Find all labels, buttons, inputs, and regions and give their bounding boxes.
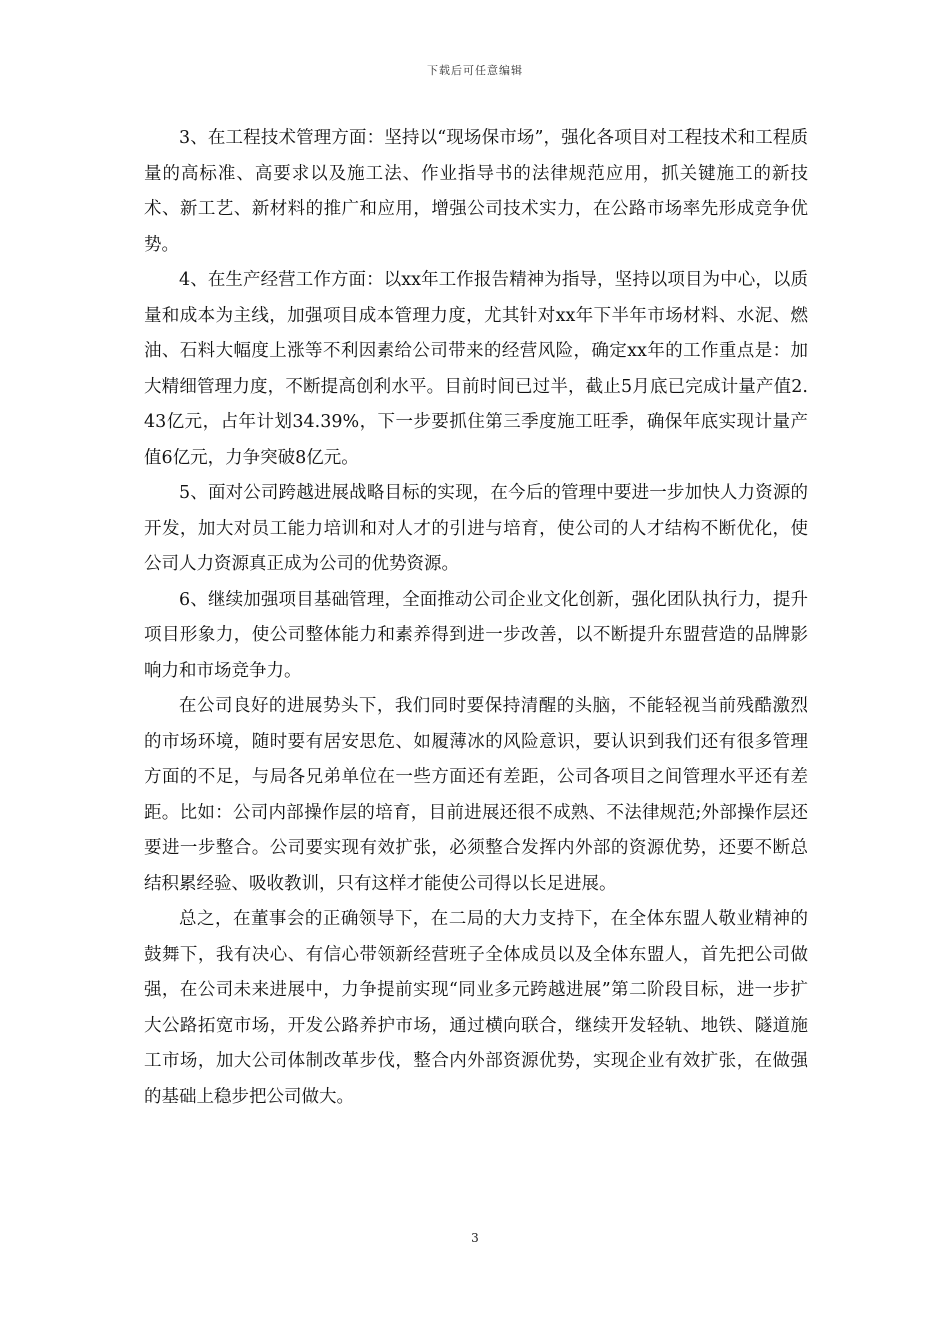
paragraph-risk-awareness: 在公司良好的进展势头下，我们同时要保持清醒的头脑，不能轻视当前残酷激烈的市场环境，随时要有居安思危、如履薄冰的风险意识，要认识到我们还有很多管理方面的不足，与局各兄弟单位在一些方面还有差距，公司各项目之间管理水平还有差距。比如：公司内部操作层的培育，目前进展还很不成熟、不法律规范;外部操作层还要进一步整合。公司要实现有效扩张，必须整合发挥内外部的资源优势，还要不断总结积累经验、吸收教训，只有这样才能使公司得以长足进展。 [144, 696, 808, 894]
paragraph-human-resources: 5、面对公司跨越进展战略目标的实现，在今后的管理中要进一步加快人力资源的开发，加大对员工能力培训和对人才的引进与培育，使公司的人才结构不断优化，使公司人力资源真正成为公司的优势资源。 [144, 483, 808, 574]
paragraph-engineering-management: 3、在工程技术管理方面：坚持以“现场保市场”，强化各项目对工程技术和工程质量的高标准、高要求以及施工法、作业指导书的法律规范应用，抓关键施工的新技术、新工艺、新材料的推广和应用，增强公司技术实力，在公路市场率先形成竞争优势。 [144, 128, 808, 255]
paragraph-production-operations: 4、在生产经营工作方面：以xx年工作报告精神为指导，坚持以项目为中心，以质量和成本为主线，加强项目成本管理力度，尤其针对xx年下半年市场材料、水泥、燃油、石料大幅度上涨等不利因素给公司带来的经营风险，确定xx年的工作重点是：加大精细管理力度，不断提高创利水平。目前时间已过半，截止5月底已完成计量产值2.43亿元，占年计划34.39%，下一步要抓住第三季度施工旺季，确保年底实现计量产值6亿元，力争突破8亿元。 [144, 270, 808, 468]
page-number: 3 [471, 1231, 479, 1245]
page-header: 下载后可任意编辑 [427, 64, 523, 77]
paragraph-project-management: 6、继续加强项目基础管理，全面推动公司企业文化创新，强化团队执行力，提升项目形象力，使公司整体能力和素养得到进一步改善，以不断提升东盟营造的品牌影响力和市场竞争力。 [144, 589, 808, 681]
document-body [144, 121, 808, 1115]
paragraph-conclusion: 总之，在董事会的正确领导下，在二局的大力支持下，在全体东盟人敬业精神的鼓舞下，我有决心、有信心带领新经营班子全体成员以及全体东盟人，首先把公司做强，在公司未来进展中，力争提前实现“同业多元跨越进展”第二阶段目标，进一步扩大公路拓宽市场，开发公路养护市场，通过横向联合，继续开发轻轨、地铁、隧道施工市场，加大公司体制改革步伐，整合内外部资源优势，实现企业有效扩张，在做强的基础上稳步把公司做大。 [144, 909, 808, 1107]
